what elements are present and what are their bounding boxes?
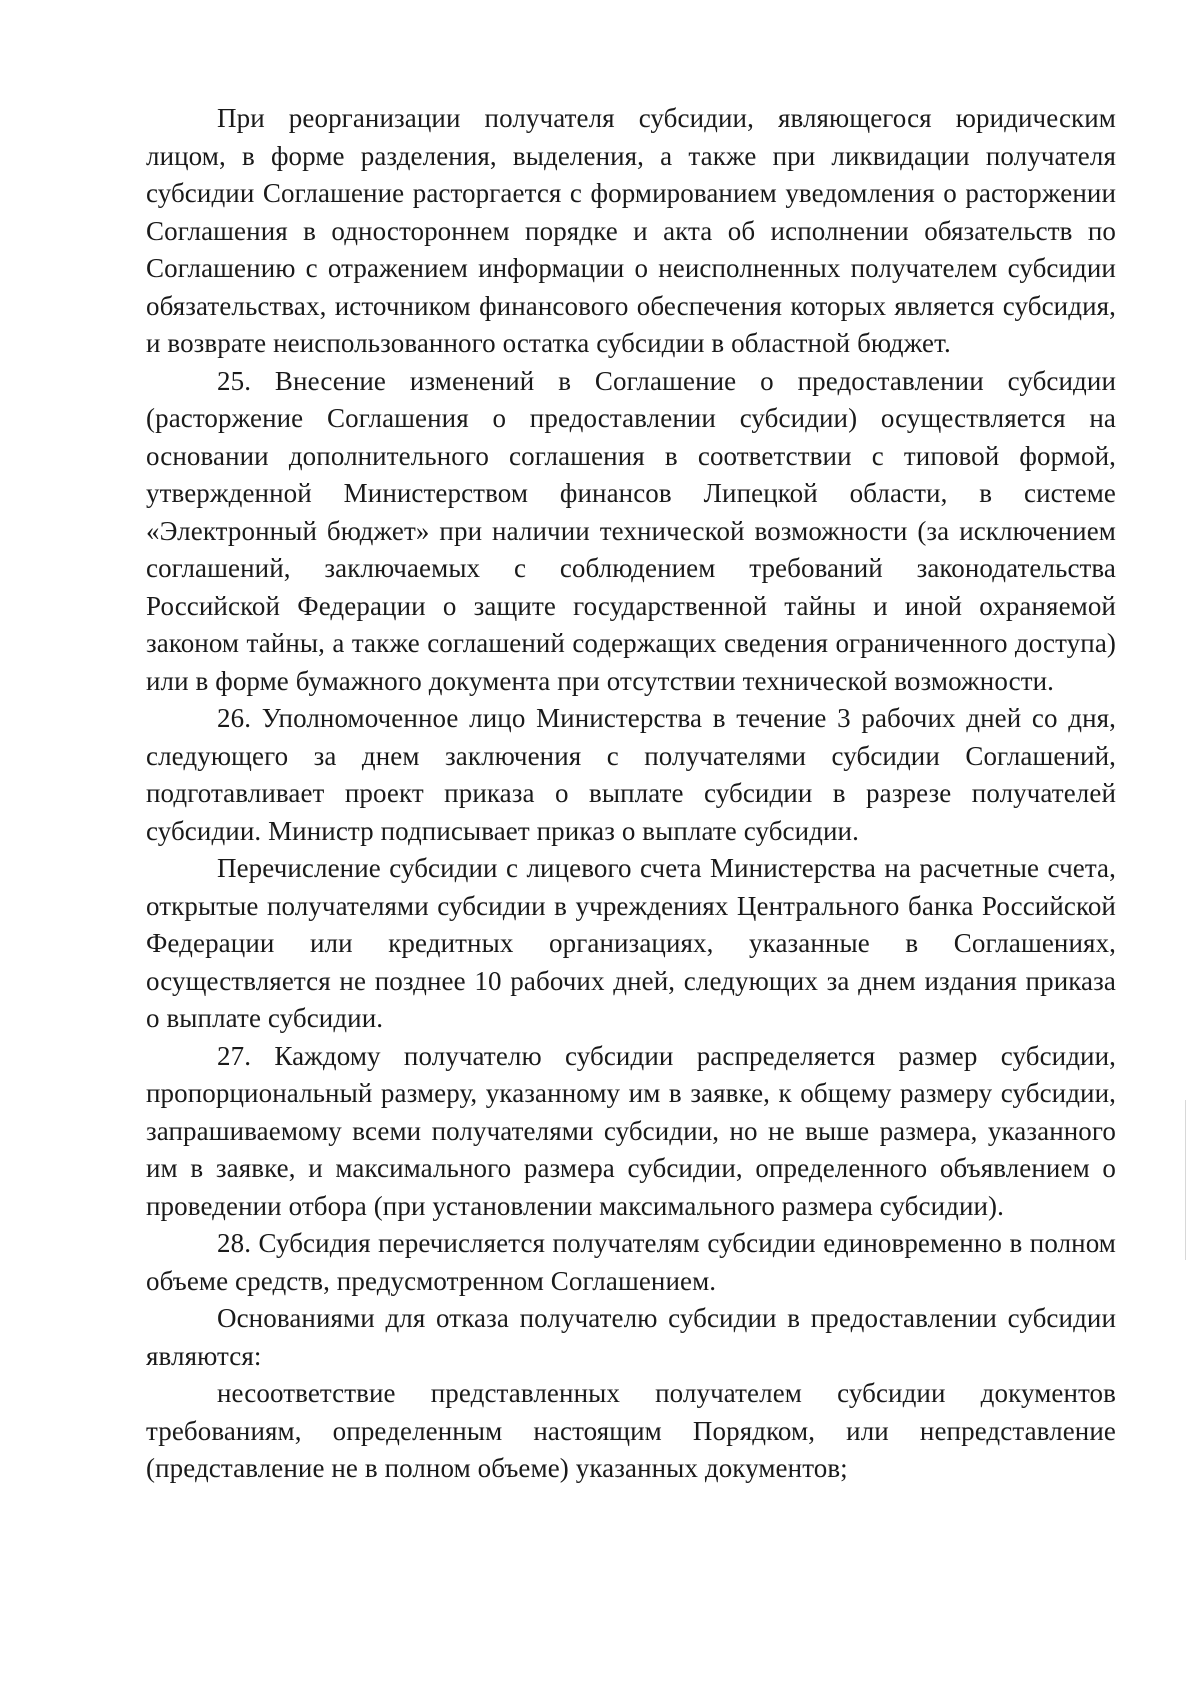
paragraph-reorganization: При реорганизации получателя субсидии, являющегося юридическим лицом, в форме разделения, выделения, а также при ликвидации получателя субсидии Соглашение расторгается с формированием уведомления о расторжении Соглашения в одностороннем порядке и акта об исполнении обязательств по Соглашению с отражением информации о неисполненных получателем субсидии обязательствах, источником финансового обеспечения которых является субсидия, и возврате неиспользованного остатка субсидии в областной бюджет. [146, 103, 1116, 358]
paragraph-transfer: Перечисление субсидии с лицевого счета Министерства на расчетные счета, открытые получателями субсидии в учреждениях Центрального банка Российской Федерации или кредитных организациях, указанные в Соглашениях, осуществляется не позднее 10 рабочих дней, следующих за днем издания приказа о выплате субсидии. [146, 853, 1116, 1033]
paragraph-25: 25. Внесение изменений в Соглашение о предоставлении субсидии (расторжение Соглашения о предоставлении субсидии) осуществляется на основании дополнительного соглашения в соответствии с типовой формой, утвержденной Министерством финансов Липецкой области, в системе «Электронный бюджет» при наличии технической возможности (за исключением соглашений, заключаемых с соблюдением требований законодательства Российской Федерации о защите государственной тайны и иной охраняемой законом тайны, а также соглашений содержащих сведения ограниченного доступа) или в форме бумажного документа при отсутствии технической возможности. [146, 365, 1116, 696]
scan-edge-mark [1185, 1100, 1186, 1260]
paragraph-28: 28. Субсидия перечисляется получателям субсидии единовременно в полном объеме средств, предусмотренном Соглашением. [146, 1228, 1116, 1296]
paragraph-noncompliance: несоответствие представленных получателем субсидии документов требованиям, определенным настоящим Порядком, или непредставление (представление не в полном объеме) указанных документов; [146, 1378, 1116, 1483]
paragraph-26: 26. Уполномоченное лицо Министерства в течение 3 рабочих дней со дня, следующего за днем заключения с получателями субсидии Соглашений, подготавливает проект приказа о выплате субсидии в разрезе получателей субсидии. Министр подписывает приказ о выплате субсидии. [146, 703, 1116, 846]
paragraph-27: 27. Каждому получателю субсидии распределяется размер субсидии, пропорциональный размеру, указанному им в заявке, к общему размеру субсидии, запрашиваемому всеми получателями субсидии, но не выше размера, указанного им в заявке, и максимального размера субсидии, определенного объявлением о проведении отбора (при установлении максимального размера субсидии). [146, 1040, 1116, 1221]
paragraph-refusal-grounds: Основаниями для отказа получателю субсидии в предоставлении субсидии являются: [146, 1303, 1116, 1371]
document-body [146, 100, 1116, 1488]
